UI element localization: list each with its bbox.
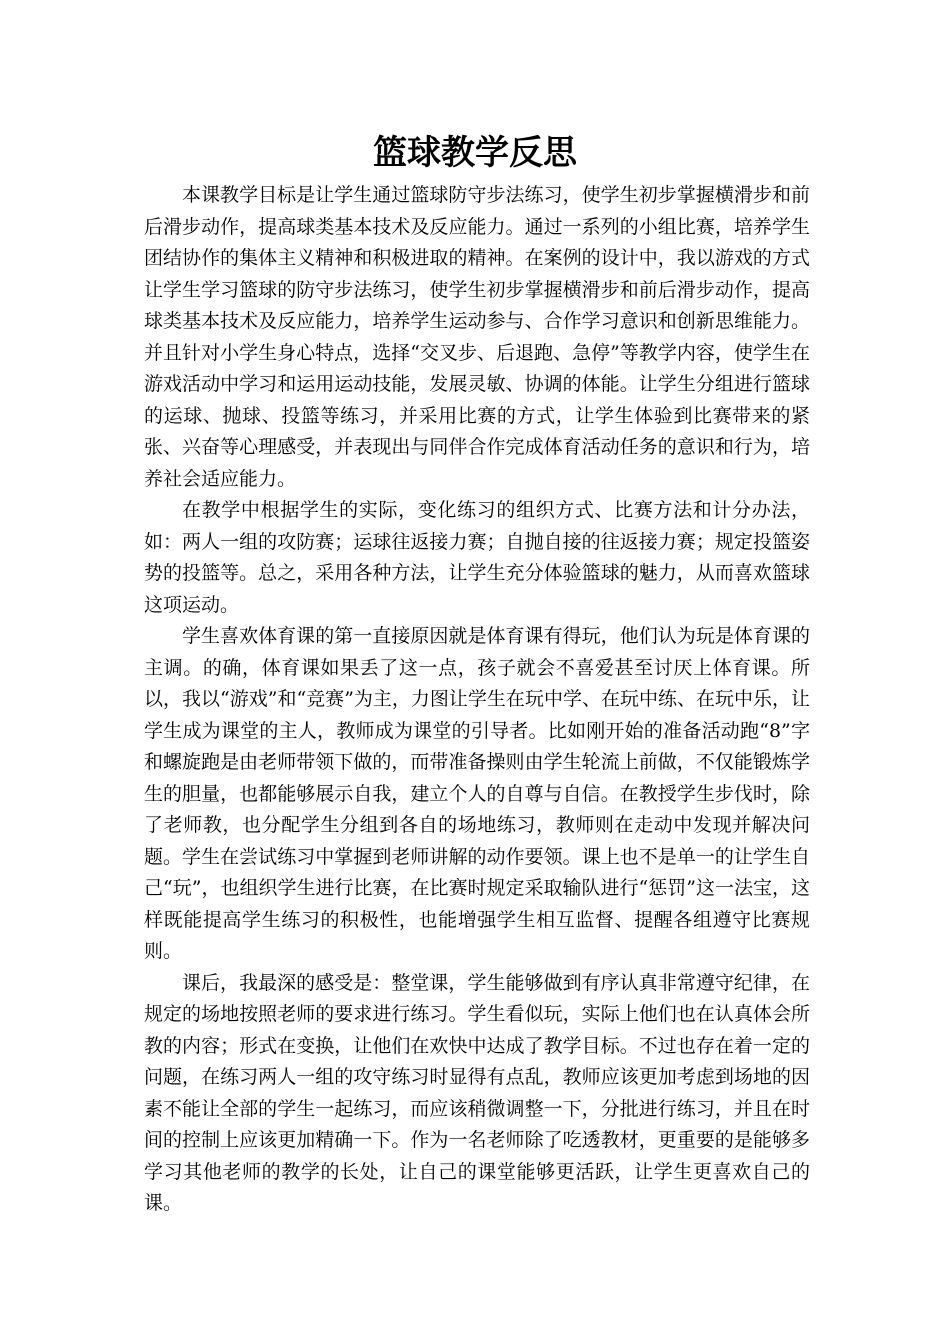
paragraph-2: 在教学中根据学生的实际，变化练习的组织方式、比赛方法和计分办法，如：两人一组的攻防赛；运球往返接力赛；自抛自接的往返接力赛；规定投篮姿势的投篮等。总之，采用各种方法，让学生充分体验篮球的魅力，从而喜欢篮球这项运动。 <box>144 499 810 616</box>
page-title: 篮球教学反思 <box>373 133 577 173</box>
paragraph-4: 课后，我最深的感受是：整堂课，学生能够做到有序认真非常遵守纪律，在规定的场地按照老师的要求进行练习。学生看似玩，实际上他们也在认真体会所教的内容；形式在变换，让他们在欢快中达成了教学目标。不过也存在着一定的问题，在练习两人一组的攻守练习时显得有点乱，教师应该更加考虑到场地的因素不能让全部的学生一起练习，而应该稍微调整一下，分批进行练习，并且在时间的控制上应该更加精确一下。作为一名老师除了吃透教材，更重要的是能够多学习其他老师的教学的长处，让自己的课堂能够更活跃，让学生更喜欢自己的课。 <box>144 971 810 1214</box>
paragraph-3: 学生喜欢体育课的第一直接原因就是体育课有得玩，他们认为玩是体育课的主调。的确，体育课如果丢了这一点，孩子就会不喜爱甚至讨厌上体育课。所以，我以“游戏”和“竞赛”为主，力图让学生在玩中学、在玩中练、在玩中乐，让学生成为课堂的主人，教师成为课堂的引导者。比如刚开始的准备活动跑“8”字和螺旋跑是由老师带领下做的，而带准备操则由学生轮流上前做，不仅能锻炼学生的胆量，也都能够展示自我，建立个人的自尊与自信。在教授学生步伐时，除了老师教，也分配学生分组到各自的场地练习，教师则在走动中发现并解决问题。学生在尝试练习中掌握到老师讲解的动作要领。课上也不是单一的让学生自己“玩”，也组织学生进行比赛，在比赛时规定采取输队进行“惩罚”这一法宝，这样既能提高学生练习的积极性，也能增强学生相互监督、提醒各组遵守比赛规则。 <box>144 625 810 962</box>
document-body <box>144 180 810 1220</box>
paragraph-1: 本课教学目标是让学生通过篮球防守步法练习，使学生初步掌握横滑步和前后滑步动作，提高球类基本技术及反应能力。通过一系列的小组比赛，培养学生团结协作的集体主义精神和积极进取的精神。在案例的设计中，我以游戏的方式让学生学习篮球的防守步法练习，使学生初步掌握横滑步和前后滑步动作，提高球类基本技术及反应能力，培养学生运动参与、合作学习意识和创新思维能力。并且针对小学生身心特点，选择“交叉步、后退跑、急停”等教学内容，使学生在游戏活动中学习和运用运动技能，发展灵敏、协调的体能。让学生分组进行篮球的运球、抛球、投篮等练习，并采用比赛的方式，让学生体验到比赛带来的紧张、兴奋等心理感受，并表现出与同伴合作完成体育活动任务的意识和行为，培养社会适应能力。 <box>144 184 810 490</box>
